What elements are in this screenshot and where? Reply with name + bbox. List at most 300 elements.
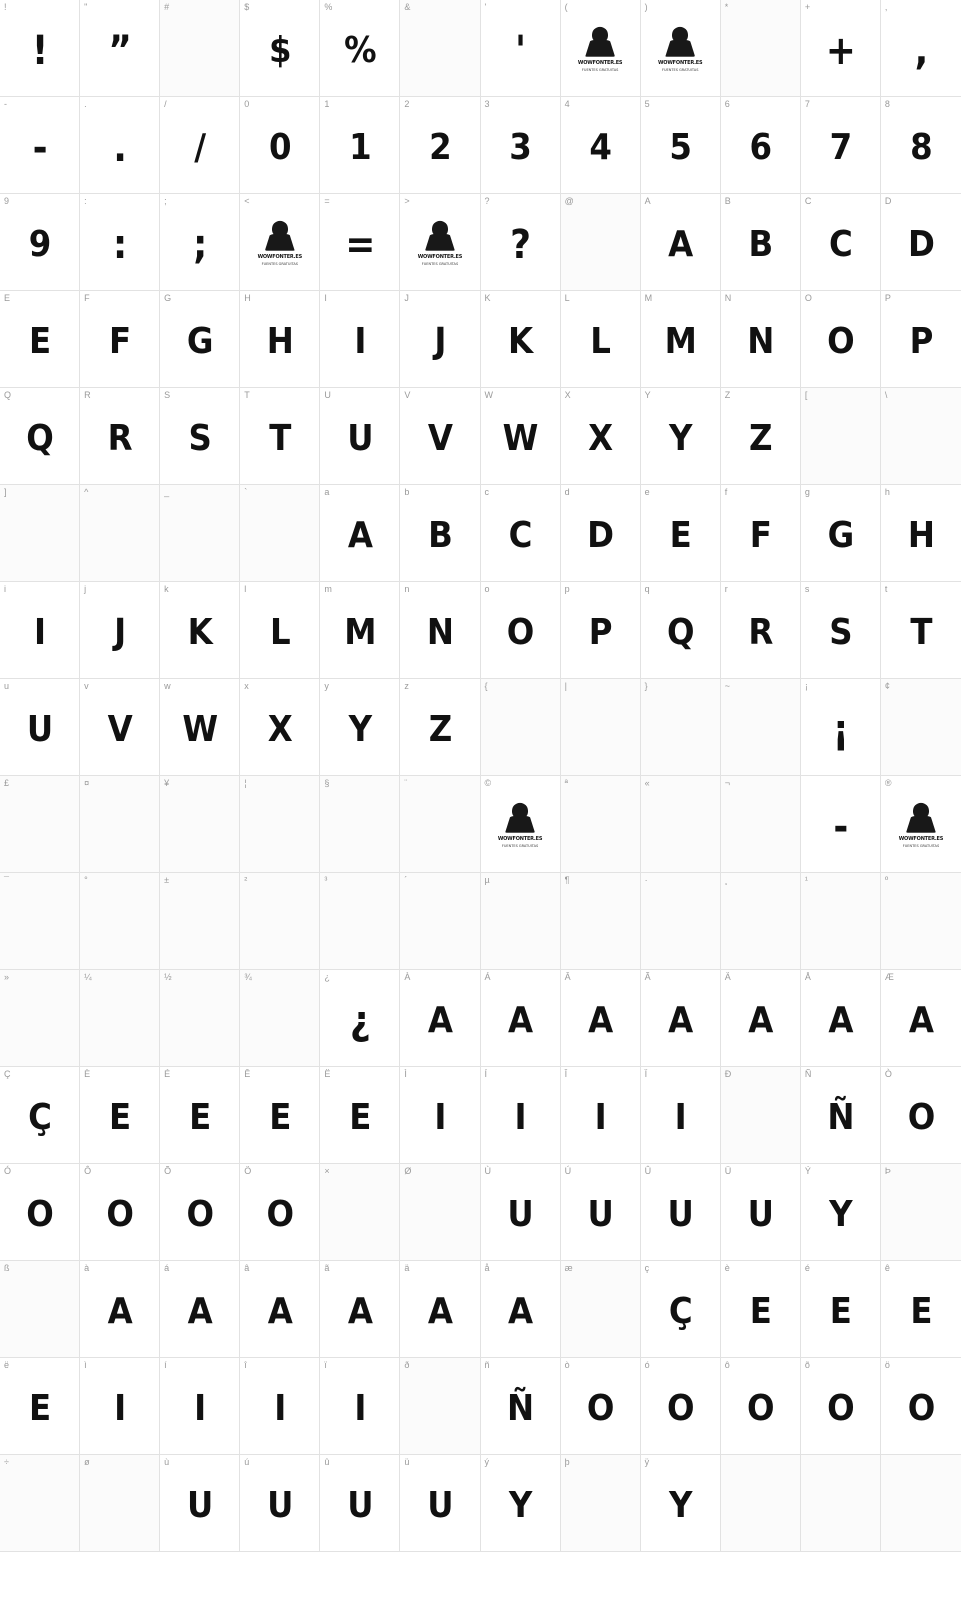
glyph-character: Ñ [827, 1097, 854, 1139]
glyph-character: 4 [589, 127, 611, 169]
glyph-code-label: É [164, 1069, 171, 1079]
glyph-cell[interactable] [80, 582, 160, 679]
glyph-character: O [586, 1388, 614, 1430]
glyph-code-label: º [884, 875, 889, 885]
glyph-code-label: À [404, 972, 411, 982]
glyph-cell[interactable] [641, 582, 721, 679]
glyph-code-label: Ú [564, 1166, 572, 1176]
glyph-cell[interactable] [240, 291, 320, 388]
glyph-cell[interactable] [240, 194, 320, 291]
glyph-cell[interactable] [240, 582, 320, 679]
glyph-cell[interactable] [240, 1164, 320, 1261]
logo-wordmark: WOWFONTER.ES [898, 835, 944, 842]
glyph-code-label: ² [244, 875, 248, 885]
glyph-character: E [109, 1097, 131, 1139]
glyph-cell[interactable] [721, 97, 801, 194]
glyph-cell[interactable] [881, 679, 961, 776]
glyph-code-label: ¸ [724, 875, 728, 885]
glyph-cell[interactable] [561, 873, 641, 970]
glyph-character: L [269, 612, 290, 654]
glyph-cell[interactable] [801, 194, 881, 291]
glyph-code-label: ' [484, 2, 487, 12]
glyph-code-label: Ö [244, 1166, 252, 1176]
glyph-cell[interactable] [641, 485, 721, 582]
glyph-cell[interactable] [400, 1358, 480, 1455]
glyph-code-label: ® [884, 778, 892, 788]
glyph-character: A [508, 1291, 533, 1333]
glyph-cell[interactable] [641, 970, 721, 1067]
glyph-cell[interactable] [80, 873, 160, 970]
glyph-cell[interactable] [0, 291, 80, 388]
glyph-cell[interactable] [320, 485, 400, 582]
glyph-code-label: T [244, 390, 250, 400]
logo-wordmark: WOWFONTER.ES [497, 835, 543, 842]
glyph-cell[interactable] [320, 873, 400, 970]
glyph-code-label: ø [84, 1457, 90, 1467]
glyph-cell[interactable] [0, 1164, 80, 1261]
glyph-cell[interactable] [561, 1067, 641, 1164]
glyph-cell[interactable] [400, 582, 480, 679]
glyph-cell[interactable] [320, 97, 400, 194]
glyph-cell[interactable] [801, 1358, 881, 1455]
glyph-cell[interactable] [320, 970, 400, 1067]
glyph-character: I [594, 1097, 606, 1139]
glyph-cell[interactable] [80, 970, 160, 1067]
glyph-cell[interactable] [481, 1164, 561, 1261]
glyph-cell[interactable] [320, 291, 400, 388]
glyph-cell[interactable] [561, 582, 641, 679]
glyph-code-label: Æ [884, 972, 894, 982]
glyph-cell[interactable] [0, 776, 80, 873]
glyph-code-label: [ [804, 390, 808, 400]
glyph-cell[interactable] [641, 1164, 721, 1261]
glyph-cell[interactable] [240, 970, 320, 1067]
glyph-cell[interactable] [801, 1164, 881, 1261]
logo-subwordmark: FUENTES GRATUITAS [581, 67, 619, 72]
glyph-character: P [588, 612, 612, 654]
glyph-cell[interactable] [160, 1358, 240, 1455]
glyph-cell[interactable] [0, 679, 80, 776]
glyph-cell[interactable] [400, 291, 480, 388]
glyph-cell[interactable] [160, 0, 240, 97]
glyph-code-label: ü [404, 1457, 410, 1467]
glyph-code-label: v [84, 681, 89, 691]
glyph-cell[interactable] [240, 1358, 320, 1455]
glyph-cell[interactable] [481, 776, 561, 873]
glyph-cell[interactable] [400, 194, 480, 291]
glyph-cell[interactable] [400, 776, 480, 873]
glyph-character: O [666, 1388, 694, 1430]
glyph-cell[interactable] [481, 194, 561, 291]
glyph-code-label: G [164, 293, 172, 303]
glyph-character: E [910, 1291, 932, 1333]
glyph-cell[interactable] [881, 1261, 961, 1358]
glyph-cell[interactable] [561, 970, 641, 1067]
glyph-code-label: ? [484, 196, 490, 206]
glyph-character: + [825, 28, 855, 75]
glyph-cell[interactable] [721, 485, 801, 582]
glyph-cell[interactable] [400, 873, 480, 970]
glyph-code-label: à [84, 1263, 90, 1273]
glyph-cell[interactable] [80, 485, 160, 582]
glyph-cell[interactable] [481, 0, 561, 97]
glyph-code-label: á [164, 1263, 170, 1273]
glyph-code-label [805, 778, 808, 788]
glyph-cell[interactable] [80, 1358, 160, 1455]
glyph-character: K [187, 612, 212, 654]
glyph-code-label: 1 [324, 99, 330, 109]
glyph-cell[interactable] [641, 1261, 721, 1358]
glyph-cell[interactable] [721, 1358, 801, 1455]
glyph-cell[interactable] [721, 1261, 801, 1358]
glyph-code-label: Á [484, 972, 491, 982]
glyph-code-label: I [324, 293, 327, 303]
glyph-cell[interactable] [721, 970, 801, 1067]
glyph-code-label: Ý [804, 1166, 811, 1176]
glyph-cell[interactable] [0, 1358, 80, 1455]
glyph-cell[interactable] [240, 388, 320, 485]
glyph-cell[interactable] [80, 1164, 160, 1261]
glyph-cell[interactable] [561, 679, 641, 776]
glyph-cell[interactable] [801, 0, 881, 97]
glyph-cell[interactable] [160, 582, 240, 679]
glyph-cell[interactable] [320, 1358, 400, 1455]
glyph-cell[interactable] [320, 194, 400, 291]
glyph-cell[interactable] [641, 1358, 721, 1455]
glyph-cell[interactable] [160, 194, 240, 291]
glyph-cell[interactable] [0, 388, 80, 485]
glyph-character: M [344, 612, 376, 654]
glyph-character: 1 [349, 127, 371, 169]
glyph-cell[interactable] [240, 1455, 320, 1552]
glyph-code-label: E [4, 293, 11, 303]
glyph-character: A [828, 1000, 853, 1042]
glyph-cell[interactable] [400, 388, 480, 485]
glyph-code-label: w [164, 681, 171, 691]
logo-subwordmark: FUENTES GRATUITAS [661, 67, 699, 72]
glyph-code-label: ù [164, 1457, 170, 1467]
glyph-cell[interactable] [881, 1358, 961, 1455]
glyph-code-label: â [244, 1263, 250, 1273]
glyph-cell[interactable] [320, 1455, 400, 1552]
glyph-code-label: Ï [644, 1069, 648, 1079]
glyph-cell[interactable] [881, 0, 961, 97]
glyph-cell[interactable] [240, 1067, 320, 1164]
glyph-character: A [427, 1000, 452, 1042]
glyph-cell[interactable] [801, 970, 881, 1067]
glyph-code-label: m [324, 584, 332, 594]
glyph-cell[interactable] [160, 776, 240, 873]
glyph-cell[interactable] [721, 194, 801, 291]
glyph-cell[interactable] [801, 1261, 881, 1358]
glyph-character: Z [749, 418, 772, 460]
glyph-code-label: P [884, 293, 891, 303]
glyph-cell[interactable] [881, 97, 961, 194]
glyph-cell[interactable] [641, 679, 721, 776]
glyph-cell[interactable] [481, 291, 561, 388]
glyph-code-label: ^ [84, 487, 89, 497]
glyph-cell[interactable] [881, 1164, 961, 1261]
glyph-cell[interactable] [160, 1067, 240, 1164]
glyph-cell[interactable] [481, 679, 561, 776]
glyph-cell[interactable] [160, 1261, 240, 1358]
glyph-code-label: Õ [164, 1166, 172, 1176]
glyph-cell[interactable] [561, 291, 641, 388]
glyph-cell[interactable] [400, 1164, 480, 1261]
glyph-character: D [587, 515, 614, 557]
glyph-character: O [26, 1194, 53, 1236]
glyph-cell[interactable] [481, 1261, 561, 1358]
glyph-code-label: X [564, 390, 571, 400]
glyph-cell[interactable] [561, 97, 641, 194]
glyph-cell[interactable] [240, 97, 320, 194]
glyph-cell[interactable] [320, 0, 400, 97]
glyph-code-label: Z [724, 390, 731, 400]
glyph-cell[interactable] [561, 1261, 641, 1358]
glyph-cell[interactable] [721, 1164, 801, 1261]
glyph-cell[interactable] [160, 873, 240, 970]
glyph-cell[interactable] [400, 97, 480, 194]
glyph-code-label: + [804, 2, 811, 12]
glyph-cell[interactable] [801, 776, 881, 873]
glyph-character: Y [668, 418, 692, 460]
glyph-cell[interactable] [160, 485, 240, 582]
glyph-cell[interactable] [881, 485, 961, 582]
glyph-code-label: ì [84, 1360, 87, 1370]
glyph-cell[interactable] [801, 873, 881, 970]
glyph-cell[interactable] [481, 1358, 561, 1455]
glyph-cell[interactable] [0, 97, 80, 194]
glyph-cell[interactable] [80, 776, 160, 873]
glyph-cell[interactable] [320, 1067, 400, 1164]
glyph-cell[interactable] [561, 1455, 641, 1552]
glyph-character: ¿ [349, 998, 370, 1045]
foundry-logo-icon [652, 27, 708, 73]
glyph-code-label: ñ [484, 1360, 490, 1370]
glyph-cell[interactable] [881, 1455, 961, 1552]
glyph-code-label: Ü [724, 1166, 732, 1176]
logo-body-shape [265, 234, 295, 251]
glyph-cell[interactable] [721, 1067, 801, 1164]
glyph-code-label: Ò [884, 1069, 892, 1079]
glyph-cell[interactable] [400, 1455, 480, 1552]
glyph-cell[interactable] [240, 679, 320, 776]
glyph-code-label: Í [484, 1069, 488, 1079]
glyph-cell[interactable] [881, 1067, 961, 1164]
glyph-cell[interactable] [561, 388, 641, 485]
glyph-cell[interactable] [481, 97, 561, 194]
glyph-character: U [587, 1194, 613, 1236]
glyph-cell[interactable] [80, 0, 160, 97]
logo-subwordmark: FUENTES GRATUITAS [421, 261, 459, 266]
glyph-cell[interactable] [481, 388, 561, 485]
glyph-cell[interactable] [0, 582, 80, 679]
glyph-code-label: æ [564, 1263, 573, 1273]
glyph-cell[interactable] [881, 582, 961, 679]
glyph-cell[interactable] [240, 873, 320, 970]
glyph-cell[interactable] [160, 1164, 240, 1261]
glyph-cell[interactable] [160, 291, 240, 388]
glyph-cell[interactable] [721, 1455, 801, 1552]
glyph-code-label: ¤ [84, 778, 90, 788]
glyph-cell[interactable] [0, 194, 80, 291]
glyph-cell[interactable] [0, 1261, 80, 1358]
glyph-cell[interactable] [481, 582, 561, 679]
glyph-character: : [112, 222, 127, 269]
glyph-cell[interactable] [641, 873, 721, 970]
glyph-code-label: é [804, 1263, 810, 1273]
glyph-cell[interactable] [801, 1455, 881, 1552]
glyph-cell[interactable] [0, 873, 80, 970]
glyph-cell[interactable] [721, 776, 801, 873]
glyph-cell[interactable] [80, 97, 160, 194]
glyph-cell[interactable] [240, 776, 320, 873]
glyph-code-label: ¥ [164, 778, 170, 788]
glyph-cell[interactable] [80, 291, 160, 388]
glyph-cell[interactable] [400, 1261, 480, 1358]
glyph-cell[interactable] [561, 194, 641, 291]
glyph-cell[interactable] [320, 776, 400, 873]
glyph-code-label: ÿ [644, 1457, 650, 1467]
glyph-cell[interactable] [80, 388, 160, 485]
glyph-cell[interactable] [721, 291, 801, 388]
glyph-cell[interactable] [641, 388, 721, 485]
glyph-cell[interactable] [561, 485, 641, 582]
glyph-code-label: J [404, 293, 409, 303]
glyph-cell[interactable] [240, 0, 320, 97]
glyph-cell[interactable] [160, 1455, 240, 1552]
glyph-character: O [506, 612, 534, 654]
glyph-cell[interactable] [641, 0, 721, 97]
glyph-cell[interactable] [641, 776, 721, 873]
glyph-cell[interactable] [721, 873, 801, 970]
glyph-cell[interactable] [0, 970, 80, 1067]
glyph-cell[interactable] [801, 97, 881, 194]
glyph-code-label: ¿ [324, 972, 330, 982]
glyph-cell[interactable] [160, 97, 240, 194]
glyph-cell[interactable] [320, 582, 400, 679]
glyph-cell[interactable] [721, 388, 801, 485]
glyph-cell[interactable] [240, 1261, 320, 1358]
glyph-cell[interactable] [801, 485, 881, 582]
glyph-code-label: 6 [724, 99, 730, 109]
glyph-code-label: _ [164, 487, 170, 497]
glyph-cell[interactable] [561, 1358, 641, 1455]
glyph-code-label: - [4, 99, 7, 109]
glyph-cell[interactable] [721, 582, 801, 679]
glyph-character: ¡ [832, 707, 849, 754]
glyph-character: E [269, 1097, 291, 1139]
glyph-character: B [748, 224, 773, 266]
glyph-cell[interactable] [881, 291, 961, 388]
glyph-cell[interactable] [881, 388, 961, 485]
glyph-cell[interactable] [481, 1067, 561, 1164]
glyph-cell[interactable] [80, 679, 160, 776]
glyph-code-label: å [484, 1263, 490, 1273]
glyph-cell[interactable] [320, 1164, 400, 1261]
glyph-character: Ç [28, 1097, 51, 1139]
glyph-cell[interactable] [481, 1455, 561, 1552]
glyph-code-label: ç [644, 1263, 650, 1273]
glyph-character: W [502, 418, 538, 460]
glyph-cell[interactable] [80, 194, 160, 291]
glyph-cell[interactable] [160, 679, 240, 776]
glyph-cell[interactable] [881, 194, 961, 291]
glyph-cell[interactable] [801, 679, 881, 776]
glyph-cell[interactable] [801, 582, 881, 679]
glyph-code-label: \ [884, 390, 888, 400]
glyph-character: O [106, 1194, 133, 1236]
glyph-cell[interactable] [561, 776, 641, 873]
glyph-code-label: ÷ [4, 1457, 9, 1467]
glyph-code-label: b [404, 487, 410, 497]
glyph-code-label: R [84, 390, 91, 400]
glyph-cell[interactable] [561, 0, 641, 97]
glyph-cell[interactable] [400, 970, 480, 1067]
glyph-cell[interactable] [801, 388, 881, 485]
glyph-code-label: r [724, 584, 728, 594]
glyph-code-label: " [84, 2, 88, 12]
glyph-cell[interactable] [400, 0, 480, 97]
glyph-cell[interactable] [320, 388, 400, 485]
glyph-code-label: 0 [244, 99, 250, 109]
glyph-character: N [426, 612, 453, 654]
glyph-code-label: ô [724, 1360, 730, 1370]
glyph-cell[interactable] [801, 1067, 881, 1164]
glyph-code-label: h [884, 487, 890, 497]
glyph-cell[interactable] [481, 970, 561, 1067]
glyph-cell[interactable] [320, 1261, 400, 1358]
glyph-character: F [749, 515, 771, 557]
glyph-character: I [34, 612, 46, 654]
glyph-cell[interactable] [400, 1067, 480, 1164]
glyph-code-label: ³ [324, 875, 328, 885]
glyph-cell[interactable] [481, 873, 561, 970]
glyph-cell[interactable] [160, 970, 240, 1067]
logo-subwordmark: FUENTES GRATUITAS [261, 261, 298, 266]
glyph-cell[interactable] [0, 485, 80, 582]
glyph-cell[interactable] [561, 1164, 641, 1261]
glyph-cell[interactable] [641, 1067, 721, 1164]
glyph-cell[interactable] [641, 1455, 721, 1552]
glyph-character: = [345, 222, 375, 269]
glyph-cell[interactable] [80, 1261, 160, 1358]
glyph-cell[interactable] [80, 1067, 160, 1164]
glyph-cell[interactable] [400, 679, 480, 776]
glyph-character: I [434, 1097, 446, 1139]
glyph-cell[interactable] [240, 485, 320, 582]
glyph-cell[interactable] [641, 194, 721, 291]
glyph-cell[interactable] [881, 776, 961, 873]
glyph-cell[interactable] [0, 0, 80, 97]
glyph-cell[interactable] [881, 873, 961, 970]
glyph-cell[interactable] [641, 97, 721, 194]
glyph-cell[interactable] [160, 388, 240, 485]
glyph-cell[interactable] [721, 0, 801, 97]
glyph-cell[interactable] [320, 679, 400, 776]
glyph-code-label: o [484, 584, 490, 594]
glyph-code-label: d [564, 487, 570, 497]
glyph-cell[interactable] [641, 291, 721, 388]
glyph-cell[interactable] [80, 1455, 160, 1552]
glyph-cell[interactable] [721, 679, 801, 776]
glyph-cell[interactable] [0, 1067, 80, 1164]
glyph-cell[interactable] [481, 485, 561, 582]
glyph-cell[interactable] [881, 970, 961, 1067]
glyph-cell[interactable] [400, 485, 480, 582]
glyph-cell[interactable] [0, 1455, 80, 1552]
glyph-cell[interactable] [801, 291, 881, 388]
